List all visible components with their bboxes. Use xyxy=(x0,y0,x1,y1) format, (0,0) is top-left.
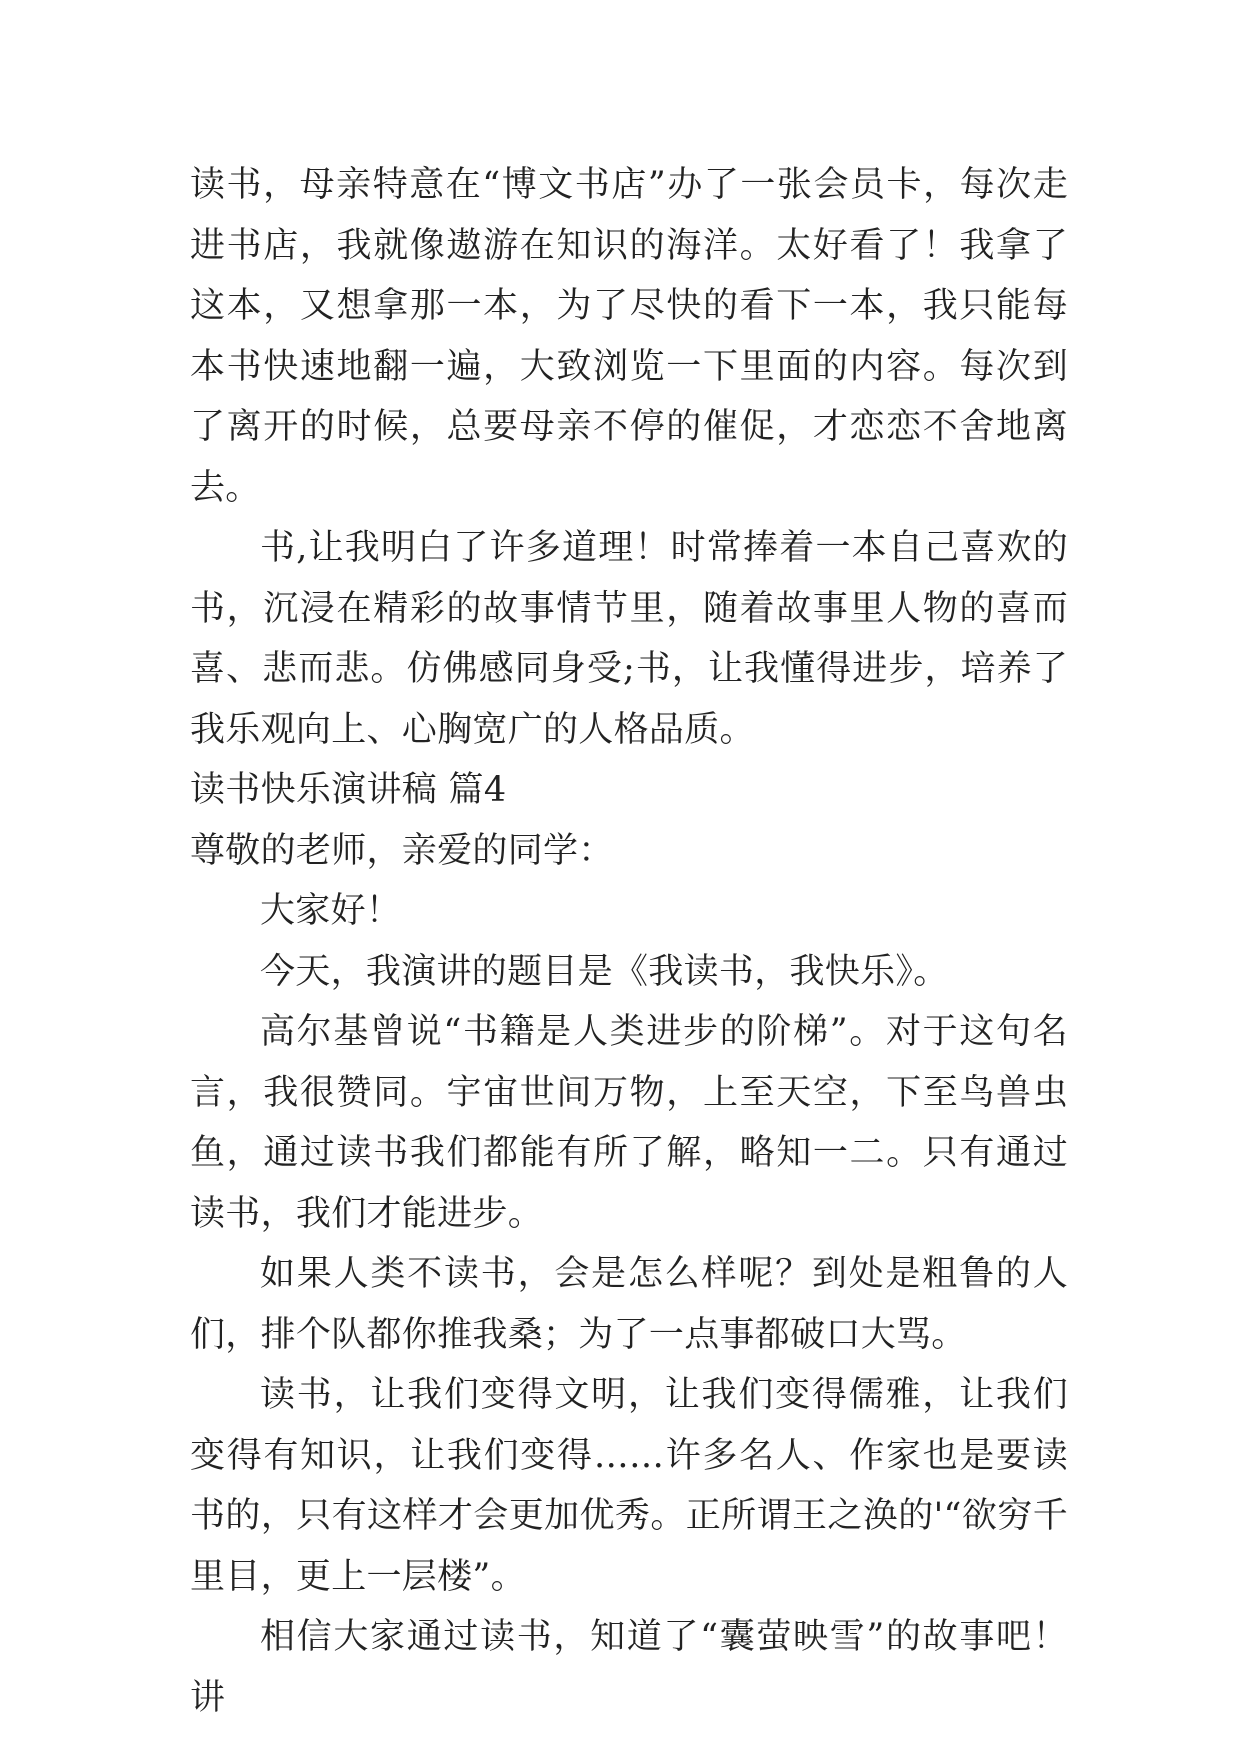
paragraph-gorky-quote: 高尔基曾说“书籍是人类进步的阶梯”。对于这句名言，我很赞同。宇宙世间万物，上至天空，下至鸟兽虫鱼，通过读书我们都能有所了解，略知一二。只有通过读书，我们才能进步。 xyxy=(190,1012,1068,1234)
section-heading: 读书快乐演讲稿 篇4 xyxy=(190,770,507,810)
document-body xyxy=(190,155,1068,1728)
speech-topic: 今天，我演讲的题目是《我读书，我快乐》。 xyxy=(260,951,949,992)
greeting: 大家好！ xyxy=(260,891,402,931)
paragraph-reading-civilized: 读书，让我们变得文明，让我们变得儒雅，让我们变得有知识，让我们变得……许多名人、作家也是要读书的，只有这样才会更加优秀。正所谓王之涣的'“欲穷千里目，更上一层楼”。 xyxy=(190,1375,1068,1597)
paragraph-story-intro: 相信大家通过读书，知道了“囊萤映雪”的故事吧！讲 xyxy=(190,1617,1068,1718)
salutation: 尊敬的老师，亲爱的同学： xyxy=(190,830,614,871)
paragraph-without-reading: 如果人类不读书，会是怎么样呢？到处是粗鲁的人们，排个队都你推我桑；为了一点事都破口大骂。 xyxy=(190,1254,1068,1355)
paragraph-reading-bookstore: 读书，母亲特意在“博文书店”办了一张会员卡，每次走进书店，我就像遨游在知识的海洋。太好看了！我拿了这本，又想拿那一本，为了尽快的看下一本，我只能每本书快速地翻一遍，大致浏览一下里面的内容。每次到了离开的时候，总要母亲不停的催促，才恋恋不舍地离去。 xyxy=(190,165,1068,508)
paragraph-book-lessons: 书,让我明白了许多道理！时常捧着一本自己喜欢的书，沉浸在精彩的故事情节里，随着故事里人物的喜而喜、悲而悲。仿佛感同身受;书，让我懂得进步，培养了我乐观向上、心胸宽广的人格品质。 xyxy=(190,528,1068,750)
